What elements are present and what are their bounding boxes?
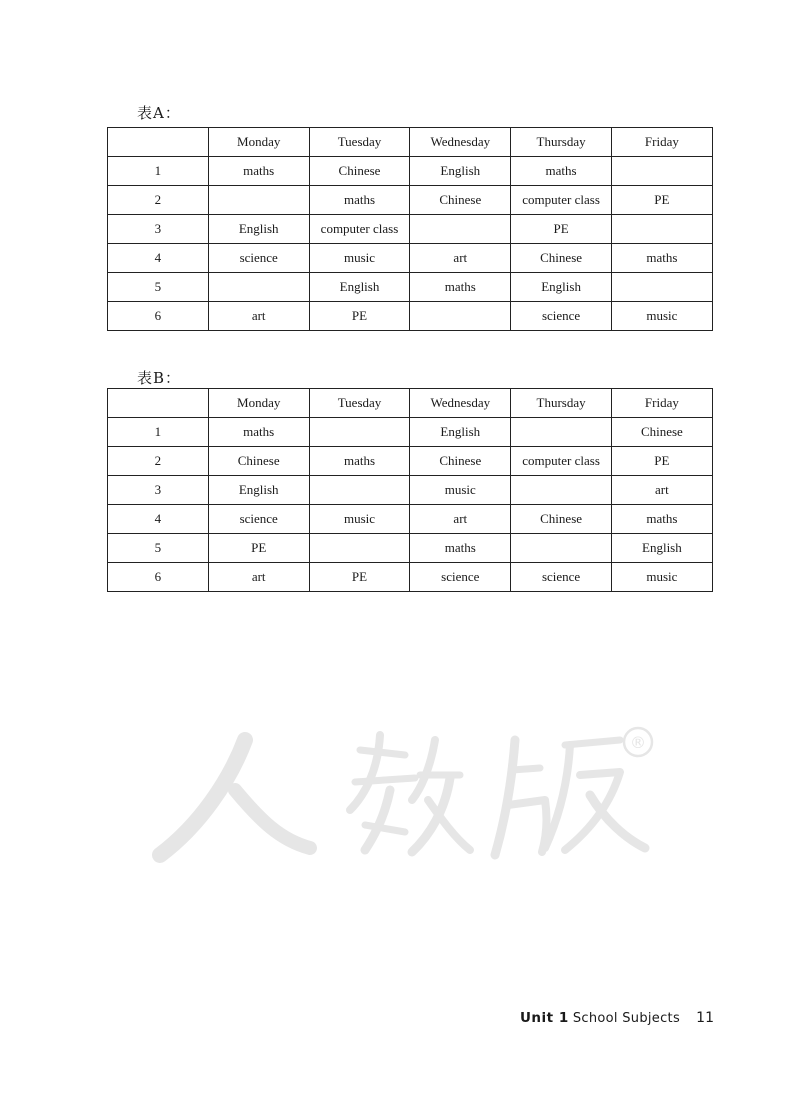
subject-cell: maths — [611, 505, 712, 534]
subject-cell: science — [511, 302, 612, 331]
subject-cell: art — [611, 476, 712, 505]
subject-cell: Chinese — [410, 186, 511, 215]
subject-cell: maths — [208, 418, 309, 447]
subject-cell — [611, 215, 712, 244]
period-number: 2 — [108, 447, 209, 476]
period-number: 6 — [108, 302, 209, 331]
subject-cell — [511, 476, 612, 505]
table-row — [108, 215, 713, 244]
day-header: Wednesday — [410, 128, 511, 157]
day-header: Tuesday — [309, 128, 410, 157]
period-number: 1 — [108, 418, 209, 447]
subject-cell: computer class — [511, 447, 612, 476]
subject-cell: PE — [611, 186, 712, 215]
table-row — [108, 563, 713, 592]
day-header: Friday — [611, 128, 712, 157]
subject-cell — [511, 534, 612, 563]
subject-cell: PE — [208, 534, 309, 563]
subject-cell: music — [410, 476, 511, 505]
subject-cell: English — [410, 418, 511, 447]
subject-cell: music — [611, 563, 712, 592]
subject-cell: maths — [410, 273, 511, 302]
period-number: 3 — [108, 476, 209, 505]
subject-cell — [208, 273, 309, 302]
period-number: 1 — [108, 157, 209, 186]
table-row — [108, 302, 713, 331]
period-number: 2 — [108, 186, 209, 215]
day-header: Friday — [611, 389, 712, 418]
subject-cell: English — [511, 273, 612, 302]
period-number: 5 — [108, 273, 209, 302]
subject-cell: maths — [309, 447, 410, 476]
subject-cell: English — [410, 157, 511, 186]
day-header: Tuesday — [309, 389, 410, 418]
table-row — [108, 157, 713, 186]
subject-cell: science — [410, 563, 511, 592]
subject-cell: computer class — [309, 215, 410, 244]
period-number: 6 — [108, 563, 209, 592]
subject-cell: art — [410, 244, 511, 273]
day-header: Monday — [208, 389, 309, 418]
subject-cell: science — [208, 244, 309, 273]
subject-cell: art — [208, 563, 309, 592]
table-row — [108, 447, 713, 476]
subject-cell — [611, 157, 712, 186]
corner-cell — [108, 128, 209, 157]
publisher-watermark — [150, 720, 660, 870]
subject-cell — [208, 186, 309, 215]
period-number: 4 — [108, 505, 209, 534]
subject-cell — [309, 476, 410, 505]
subject-cell — [410, 215, 511, 244]
timetable-b — [107, 388, 713, 592]
table-row — [108, 186, 713, 215]
day-header: Thursday — [511, 128, 612, 157]
subject-cell: English — [611, 534, 712, 563]
table-row — [108, 273, 713, 302]
subject-cell: PE — [511, 215, 612, 244]
period-number: 4 — [108, 244, 209, 273]
page-number: 11 — [696, 1010, 714, 1026]
table-row — [108, 505, 713, 534]
subject-cell: Chinese — [410, 447, 511, 476]
table-row — [108, 418, 713, 447]
table-row — [108, 534, 713, 563]
table-a-caption: 表A： — [137, 104, 181, 122]
subject-cell — [309, 534, 410, 563]
subject-cell: maths — [611, 244, 712, 273]
subject-cell: maths — [309, 186, 410, 215]
subject-cell: maths — [410, 534, 511, 563]
footer-unit-label: Unit 1 — [519, 1010, 569, 1026]
day-header: Monday — [208, 128, 309, 157]
subject-cell: art — [410, 505, 511, 534]
subject-cell: Chinese — [208, 447, 309, 476]
subject-cell: PE — [309, 302, 410, 331]
header-row — [108, 389, 713, 418]
footer-subject: School Subjects — [572, 1011, 681, 1026]
period-number: 3 — [108, 215, 209, 244]
timetable-a — [107, 127, 713, 331]
period-number: 5 — [108, 534, 209, 563]
subject-cell: science — [511, 563, 612, 592]
subject-cell — [511, 418, 612, 447]
subject-cell: maths — [511, 157, 612, 186]
subject-cell: Chinese — [511, 244, 612, 273]
subject-cell: science — [208, 505, 309, 534]
table-b-caption: 表B： — [137, 369, 182, 387]
day-header: Wednesday — [410, 389, 511, 418]
subject-cell — [611, 273, 712, 302]
subject-cell: English — [208, 476, 309, 505]
subject-cell: Chinese — [309, 157, 410, 186]
registered-mark-icon: ® — [630, 733, 646, 752]
subject-cell: PE — [309, 563, 410, 592]
subject-cell: PE — [611, 447, 712, 476]
subject-cell: music — [309, 244, 410, 273]
table-row — [108, 476, 713, 505]
subject-cell: English — [309, 273, 410, 302]
subject-cell: Chinese — [611, 418, 712, 447]
table-row — [108, 244, 713, 273]
corner-cell — [108, 389, 209, 418]
subject-cell: art — [208, 302, 309, 331]
subject-cell: computer class — [511, 186, 612, 215]
subject-cell — [309, 418, 410, 447]
header-row — [108, 128, 713, 157]
subject-cell: maths — [208, 157, 309, 186]
day-header: Thursday — [511, 389, 612, 418]
subject-cell: music — [611, 302, 712, 331]
subject-cell — [410, 302, 511, 331]
subject-cell: English — [208, 215, 309, 244]
subject-cell: music — [309, 505, 410, 534]
page-footer — [520, 1010, 714, 1026]
subject-cell: Chinese — [511, 505, 612, 534]
